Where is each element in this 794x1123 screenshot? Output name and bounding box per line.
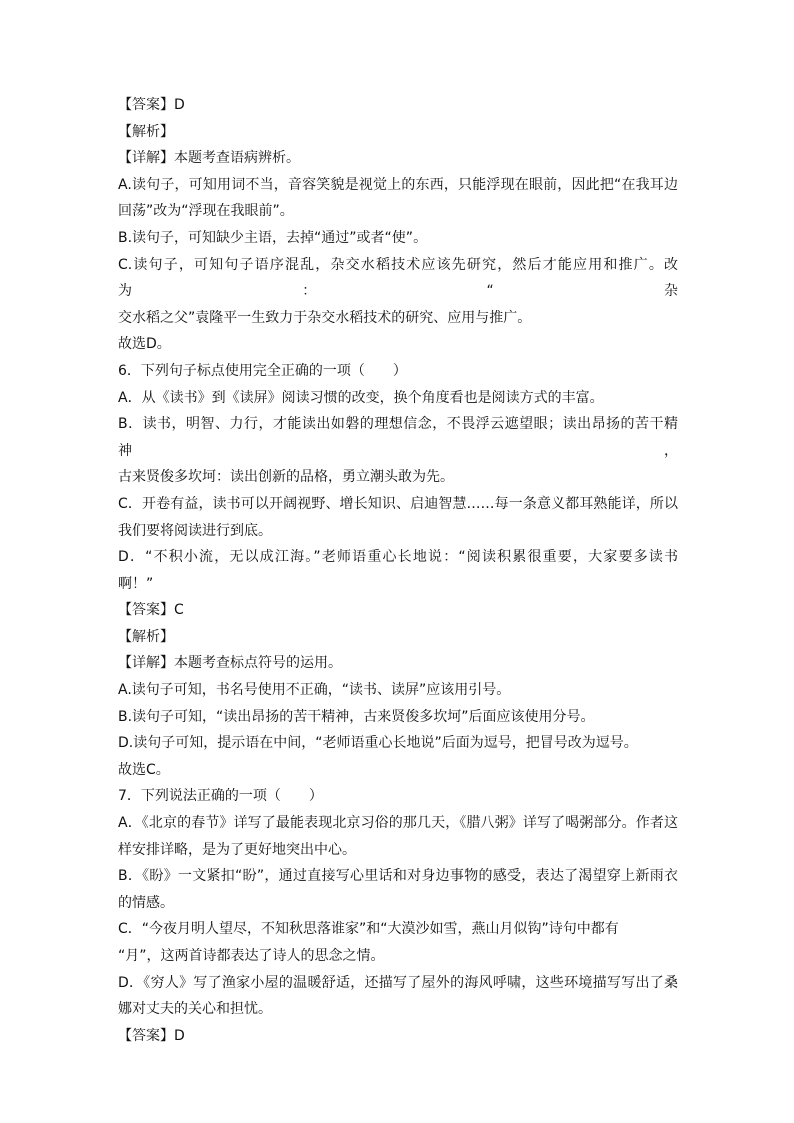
question-7-option-c-line2: “月”，这两首诗都表达了诗人的思念之情。 xyxy=(118,948,385,964)
detail-c-q5-line1: C.读句子，可知句子语序混乱，杂交水稻技术应该先研究，然后才能应用和推广。改为：“杂 xyxy=(118,256,678,300)
document-body xyxy=(118,92,678,1049)
question-6-option-a: A．从《读书》到《读屏》阅读习惯的改变，换个角度看也是阅读方式的丰富。 xyxy=(118,389,604,406)
question-7-stem: 7．下列说法正确的一项（ ） xyxy=(118,788,323,805)
detail-b-q5: B.读句子，可知缺少主语，去掉“通过”或者“使”。 xyxy=(118,229,428,246)
detail-d-q6: D.读句子可知，提示语在中间，“老师语重心长地说”后面为逗号，把冒号改为逗号。 xyxy=(118,735,638,752)
conclusion-q5: 故选D。 xyxy=(118,336,171,353)
analysis-label-q6: 【解析】 xyxy=(118,628,174,645)
question-6-option-c-line2: 我们要将阅读进行到底。 xyxy=(118,522,272,539)
detail-intro-q5: 【详解】本题考查语病辨析。 xyxy=(118,150,300,167)
question-7-option-d-line2: 娜对丈夫的关心和担忧。 xyxy=(118,1001,272,1018)
detail-a-q6: A.读句子可知，书名号使用不正确，“读书、读屏”应该用引号。 xyxy=(118,682,511,699)
question-6-option-b-line2: 古来贤俊多坎坷：读出创新的品格，勇立潮头敢为先。 xyxy=(118,469,454,486)
detail-a-q5-line2: 回荡”改为“浮现在我眼前”。 xyxy=(118,203,294,220)
answer-label-q6: 【答案】C xyxy=(118,602,184,619)
question-6-option-c-line1: C．开卷有益，读书可以开阔视野、增长知识、启迪智慧……每一条意义都耳熟能详，所以 xyxy=(118,495,678,512)
question-6-option-d-line1: D．“不积小流，无以成江海。”老师语重心长地说：“阅读积累很重要，大家要多读书 xyxy=(118,549,678,566)
detail-a-q5-line1: A.读句子，可知用词不当，音容笑貌是视觉上的东西，只能浮现在眼前，因此把“在我耳边 xyxy=(118,176,678,193)
question-6-stem: 6．下列句子标点使用完全正确的一项（ ） xyxy=(118,362,407,379)
question-7-option-a-line1: A．《北京的春节》详写了最能表现北京习俗的那几天，《腊八粥》详写了喝粥部分。作者这 xyxy=(118,815,678,832)
answer-label-q7: 【答案】D xyxy=(118,1027,185,1044)
detail-intro-q6: 【详解】本题考查标点符号的运用。 xyxy=(118,655,342,672)
analysis-label-q5: 【解析】 xyxy=(118,123,174,140)
question-7-option-b-line2: 的情感。 xyxy=(118,894,174,911)
question-7-option-a-line2: 样安排详略，是为了更好地突出中心。 xyxy=(118,841,356,858)
detail-c-q5-line2: 交水稻之父”袁隆平一生致力于杂交水稻技术的研究、应用与推广。 xyxy=(118,309,532,326)
question-7-option-c-line1: C．“今夜月明人望尽，不知秋思落谁家”和“大漠沙如雪，燕山月似钩”诗句中都有 xyxy=(118,921,619,938)
question-7-option-d-line1: D．《穷人》写了渔家小屋的温暖舒适，还描写了屋外的海风呼啸，这些环境描写写出了桑 xyxy=(118,974,678,991)
question-7-option-b-line1: B．《盼》一文紧扣“盼”，通过直接写心里话和对身边事物的感受，表达了渴望穿上新雨衣 xyxy=(118,868,678,885)
question-6-option-b-line1: B．读书，明智、力行，才能读出如磐的理想信念，不畏浮云遮望眼；读出昂扬的苦干精神， xyxy=(118,416,678,459)
conclusion-q6: 故选C。 xyxy=(118,761,170,778)
detail-b-q6: B.读句子可知，“读出昂扬的苦干精神，古来贤俊多坎坷”后面应该使用分号。 xyxy=(118,708,595,725)
question-6-option-d-line2: 啊！” xyxy=(118,575,154,592)
answer-label-q5: 【答案】D xyxy=(118,97,185,113)
